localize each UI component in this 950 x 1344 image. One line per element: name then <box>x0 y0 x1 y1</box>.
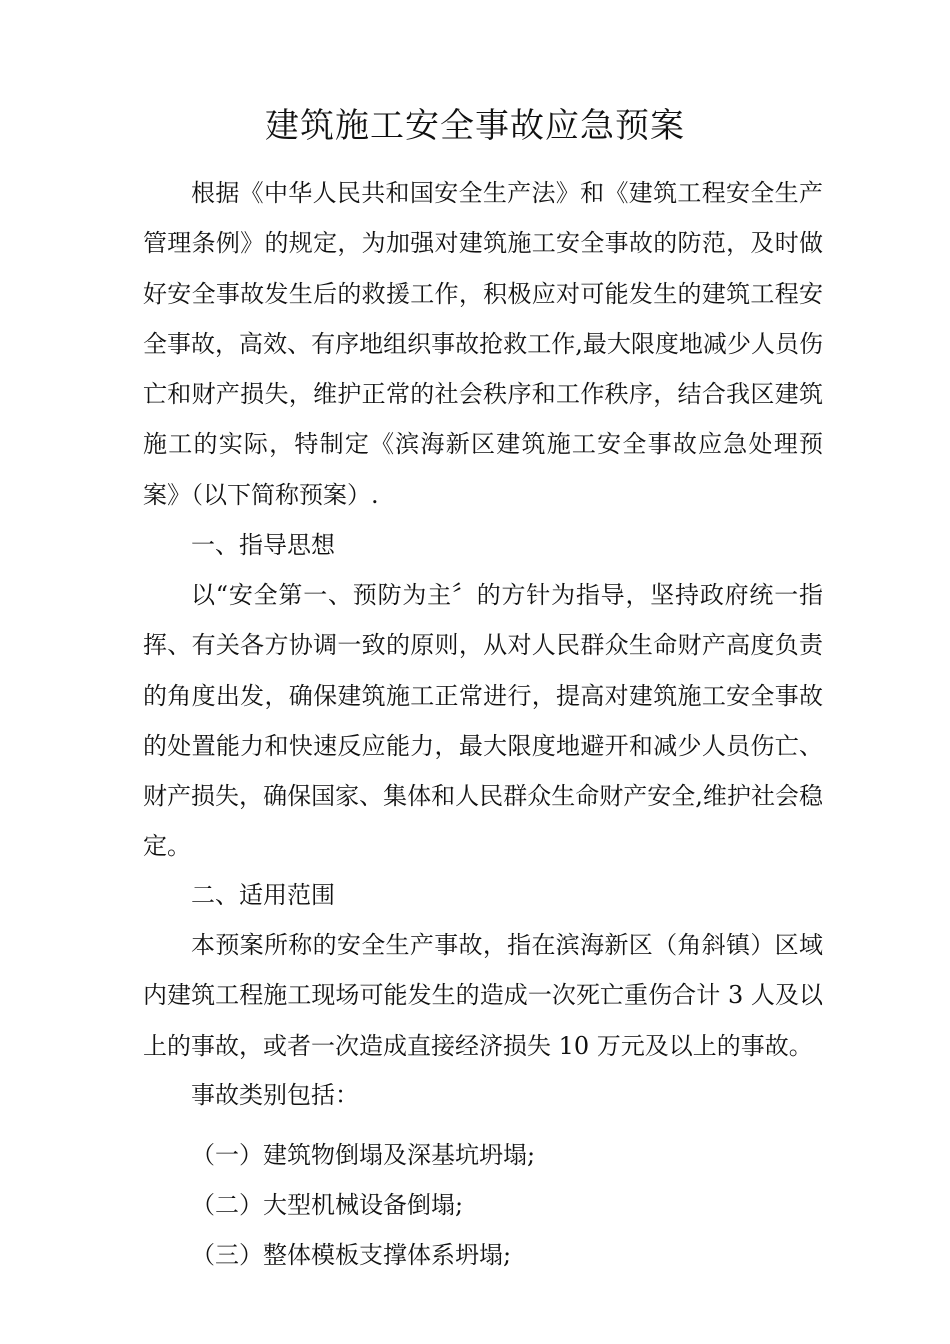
intro-paragraph: 根据《中华人民共和国安全生产法》和《建筑工程安全生产管理条例》的规定，为加强对建筑施工安全事故的防范，及时做好安全事故发生后的救援工作，积极应对可能发生的建筑工程安全事故，高效、有序地组织事故抢救工作,最大限度地减少人员伤亡和财产损失，维护正常的社会秩序和工作秩序，结合我区建筑施工的实际，特制定《滨海新区建筑施工安全事故应急处理预案》（以下简称预案）. <box>143 179 823 509</box>
categories-label: 事故类别包括： <box>191 1081 359 1109</box>
section1-heading: 一、指导思想 <box>191 531 335 559</box>
category-item-3: （三）整体模板支撑体系坍塌; <box>191 1241 512 1269</box>
document-title: 建筑施工安全事故应急预案 <box>265 106 685 146</box>
section2-paragraph: 本预案所称的安全生产事故，指在滨海新区（角斜镇）区域内建筑工程施工现场可能发生的造成一次死亡重伤合计 3 人及以上的事故，或者一次造成直接经济损失 10 万元及以上的事故。 <box>143 931 823 1060</box>
section1-paragraph: 以“安全第一、预防为主〞的方针为指导，坚持政府统一指挥、有关各方协调一致的原则，从对人民群众生命财产高度负责的角度出发，确保建筑施工正常进行，提高对建筑施工安全事故的处置能力和快速反应能力，最大限度地避开和减少人员伤亡、财产损失，确保国家、集体和人民群众生命财产安全,维护社会稳定。 <box>143 581 823 861</box>
section2-heading: 二、适用范围 <box>191 881 335 909</box>
category-item-1: （一）建筑物倒塌及深基坑坍塌; <box>191 1141 536 1169</box>
category-item-2: （二）大型机械设备倒塌; <box>191 1191 464 1219</box>
